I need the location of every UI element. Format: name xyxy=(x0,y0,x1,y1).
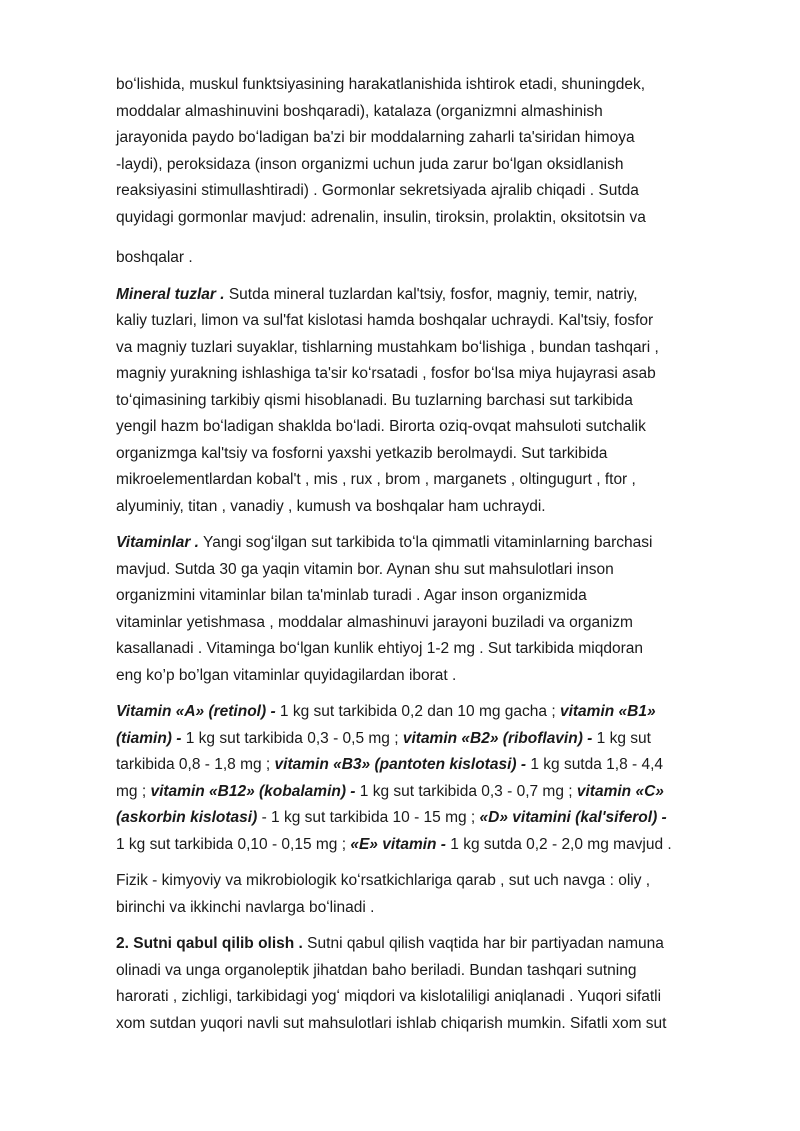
document-page xyxy=(116,72,740,1047)
text-line: magniy yurakning ishlashiga ta'sir koʻrsatadi , fosfor boʻlsa miya hujayrasi asab xyxy=(116,365,656,382)
paragraph-vitamin-list xyxy=(116,699,740,858)
paragraph-milk-grades xyxy=(116,868,740,921)
text-line: quyidagi gormonlar mavjud: adrenalin, insulin, tiroksin, prolaktin, oksitotsin va xyxy=(116,208,646,226)
text-line: mikroelementlardan kobal't , mis , rux , brom , marganets , oltingugurt , ftor , xyxy=(116,471,636,488)
text-line: xom sutdan yuqori navli sut mahsulotlari ishlab chiqarish mumkin. Sifatli xom sut xyxy=(116,1014,667,1032)
paragraph-milk-reception xyxy=(116,931,740,1037)
text-line: eng ko’p bo’lgan vitaminlar quyidagilardan iborat . xyxy=(116,666,457,684)
text-line: tarkibida 0,8 - 1,8 mg ; vitamin «B3» (pantoten kislotasi) - 1 kg sutda 1,8 - 4,4 xyxy=(116,756,664,773)
text-line: harorati , zichligi, tarkibidagi yogʻ miqdori va kislotaliligi aniqlanadi . Yuqori sifatli xyxy=(116,988,662,1005)
text-line: Mineral tuzlar . Sutda mineral tuzlardan kal'tsiy, fosfor, magniy, temir, natriy, xyxy=(116,285,638,303)
text-line: boʻlishida, muskul funktsiyasining harakatlanishida ishtirok etadi, shuningdek, xyxy=(116,76,646,93)
paragraph-enzymes-hormones xyxy=(116,72,740,272)
text-line: organizmini vitaminlar bilan ta'minlab turadi . Agar inson organizmida xyxy=(116,587,587,604)
text-line: Vitamin «A» (retinol) - 1 kg sut tarkibida 0,2 dan 10 mg gacha ; vitamin «B1» xyxy=(116,703,656,720)
text-line: vitaminlar yetishmasa , moddalar almashinuvi jarayoni buziladi va organizm xyxy=(116,613,633,631)
section-heading-milk-reception: 2. Sutni qabul qilib olish . xyxy=(116,935,303,952)
text-line: 2. Sutni qabul qilib olish . Sutni qabul qilish vaqtida har bir partiyadan namuna xyxy=(116,935,664,952)
text-line: birinchi va ikkinchi navlarga boʻlinadi . xyxy=(116,898,375,916)
text-line: va magniy tuzlari suyaklar, tishlarning mustahkam boʻlishiga , bundan tashqari , xyxy=(116,338,659,356)
text-line: alyuminiy, titan , vanadiy , kumush va boshqalar ham uchraydi. xyxy=(116,497,546,515)
text-line: toʻqimasining tarkibiy qismi hisoblanadi. Bu tuzlarning barchasi sut tarkibida xyxy=(116,391,633,409)
text-line: jarayonida paydo boʻladigan ba'zi bir moddalarning zaharli ta'siridan himoya xyxy=(116,129,635,146)
text-line: 1 kg sut tarkibida 0,10 - 0,15 mg ; «E» vitamin - 1 kg sutda 0,2 - 2,0 mg mavjud . xyxy=(116,835,672,853)
paragraph-vitamins xyxy=(116,530,740,689)
text-line: yengil hazm boʻladigan shaklda boʻladi. Birorta oziq-ovqat mahsuloti sutchalik xyxy=(116,418,646,435)
text-line: olinadi va unga organoleptik jihatdan baho beriladi. Bundan tashqari sutning xyxy=(116,961,637,979)
text-line: mavjud. Sutda 30 ga yaqin vitamin bor. Aynan shu sut mahsulotlari inson xyxy=(116,560,614,578)
text-line: -laydi), peroksidaza (inson organizmi uchun juda zarur boʻlgan oksidlanish xyxy=(116,155,624,173)
text-line: boshqalar . xyxy=(116,249,193,266)
text-line: organizmga kal'tsiy va fosforni yaxshi yetkazib berolmaydi. Sut tarkibida xyxy=(116,444,608,462)
paragraph-mineral-salts xyxy=(116,282,740,521)
text-line: (askorbin kislotasi) - 1 kg sut tarkibida 10 - 15 mg ; «D» vitamini (kal'siferol) - xyxy=(116,809,667,826)
text-line: (tiamin) - 1 kg sut tarkibida 0,3 - 0,5 mg ; vitamin «B2» (riboflavin) - 1 kg sut xyxy=(116,729,651,747)
section-heading-vitamins: Vitaminlar . xyxy=(116,534,199,551)
text-line: kaliy tuzlari, limon va sul'fat kislotasi hamda boshqalar uchraydi. Kal'tsiy, fosfor xyxy=(116,312,654,329)
text-line: Vitaminlar . Yangi sogʻilgan sut tarkibida toʻla qimmatli vitaminlarning barchasi xyxy=(116,534,653,551)
text-line: moddalar almashinuvini boshqaradi), katalaza (organizmni almashinish xyxy=(116,102,603,120)
text-line: kasallanadi . Vitaminga boʻlgan kunlik ehtiyoj 1-2 mg . Sut tarkibida miqdoran xyxy=(116,640,644,657)
text-line: mg ; vitamin «B12» (kobalamin) - 1 kg sut tarkibida 0,3 - 0,7 mg ; vitamin «C» xyxy=(116,782,664,800)
section-heading-mineral-salts: Mineral tuzlar . xyxy=(116,285,225,303)
text-line: Fizik - kimyoviy va mikrobiologik koʻrsatkichlariga qarab , sut uch navga : oliy , xyxy=(116,872,651,889)
text-line: reaksiyasini stimullashtiradi) . Gormonlar sekretsiyada ajralib chiqadi . Sutda xyxy=(116,182,639,199)
